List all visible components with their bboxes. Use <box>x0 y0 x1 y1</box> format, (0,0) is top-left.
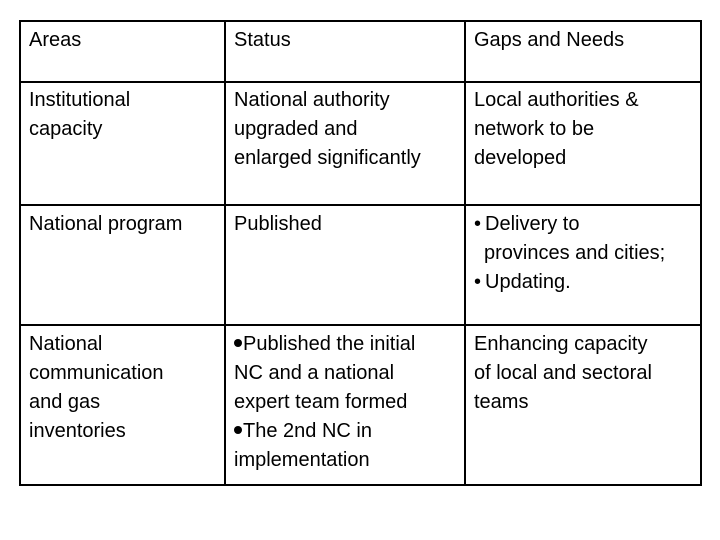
bullet-icon: • <box>474 213 482 235</box>
header-areas-label: Areas <box>29 29 82 51</box>
cell-line: National program <box>29 213 183 235</box>
cell-line: communication <box>29 362 164 384</box>
list-item <box>474 210 700 239</box>
cell-line: provinces and cities; <box>484 242 666 264</box>
cell-line: NC and a national <box>234 362 395 384</box>
cell-line: National <box>29 333 103 355</box>
header-status-label: Status <box>234 29 291 51</box>
cell-line: Published the initial <box>243 333 416 355</box>
list-item <box>474 268 700 297</box>
cell-line: implementation <box>234 449 370 471</box>
cell-line: developed <box>474 147 567 169</box>
cell-line: teams <box>474 391 529 413</box>
status-table <box>19 20 702 486</box>
cell-status <box>225 82 465 205</box>
cell-line: National authority <box>234 89 390 111</box>
table-row <box>20 205 701 325</box>
bullet-icon: • <box>474 271 482 293</box>
list-item <box>234 330 464 359</box>
cell-line: and gas <box>29 391 101 413</box>
header-gaps <box>465 21 701 82</box>
cell-gaps <box>465 205 701 325</box>
header-areas <box>20 21 225 82</box>
cell-line: network to be <box>474 118 595 140</box>
cell-status <box>225 205 465 325</box>
list-item <box>234 417 464 446</box>
table-header-row <box>20 21 701 82</box>
cell-area <box>20 82 225 205</box>
table-row <box>20 325 701 485</box>
cell-line: upgraded and <box>234 118 358 140</box>
table-row <box>20 82 701 205</box>
cell-line: Institutional <box>29 89 131 111</box>
cell-line: The 2nd NC in <box>243 420 372 442</box>
cell-area <box>20 205 225 325</box>
cell-line: of local and sectoral <box>474 362 652 384</box>
cell-line: Published <box>234 213 322 235</box>
bullet-dot-icon <box>234 339 242 347</box>
cell-line: expert team formed <box>234 391 408 413</box>
cell-line: Local authorities & <box>474 89 639 111</box>
cell-status <box>225 325 465 485</box>
cell-line: Enhancing capacity <box>474 333 648 355</box>
bullet-dot-icon <box>234 426 242 434</box>
cell-line: inventories <box>29 420 126 442</box>
cell-gaps <box>465 82 701 205</box>
cell-line: Delivery to <box>485 213 580 235</box>
header-gaps-label: Gaps and Needs <box>474 29 625 51</box>
cell-line: capacity <box>29 118 103 140</box>
cell-gaps <box>465 325 701 485</box>
cell-line: Updating. <box>485 271 571 293</box>
header-status <box>225 21 465 82</box>
cell-line: enlarged significantly <box>234 147 421 169</box>
cell-area <box>20 325 225 485</box>
